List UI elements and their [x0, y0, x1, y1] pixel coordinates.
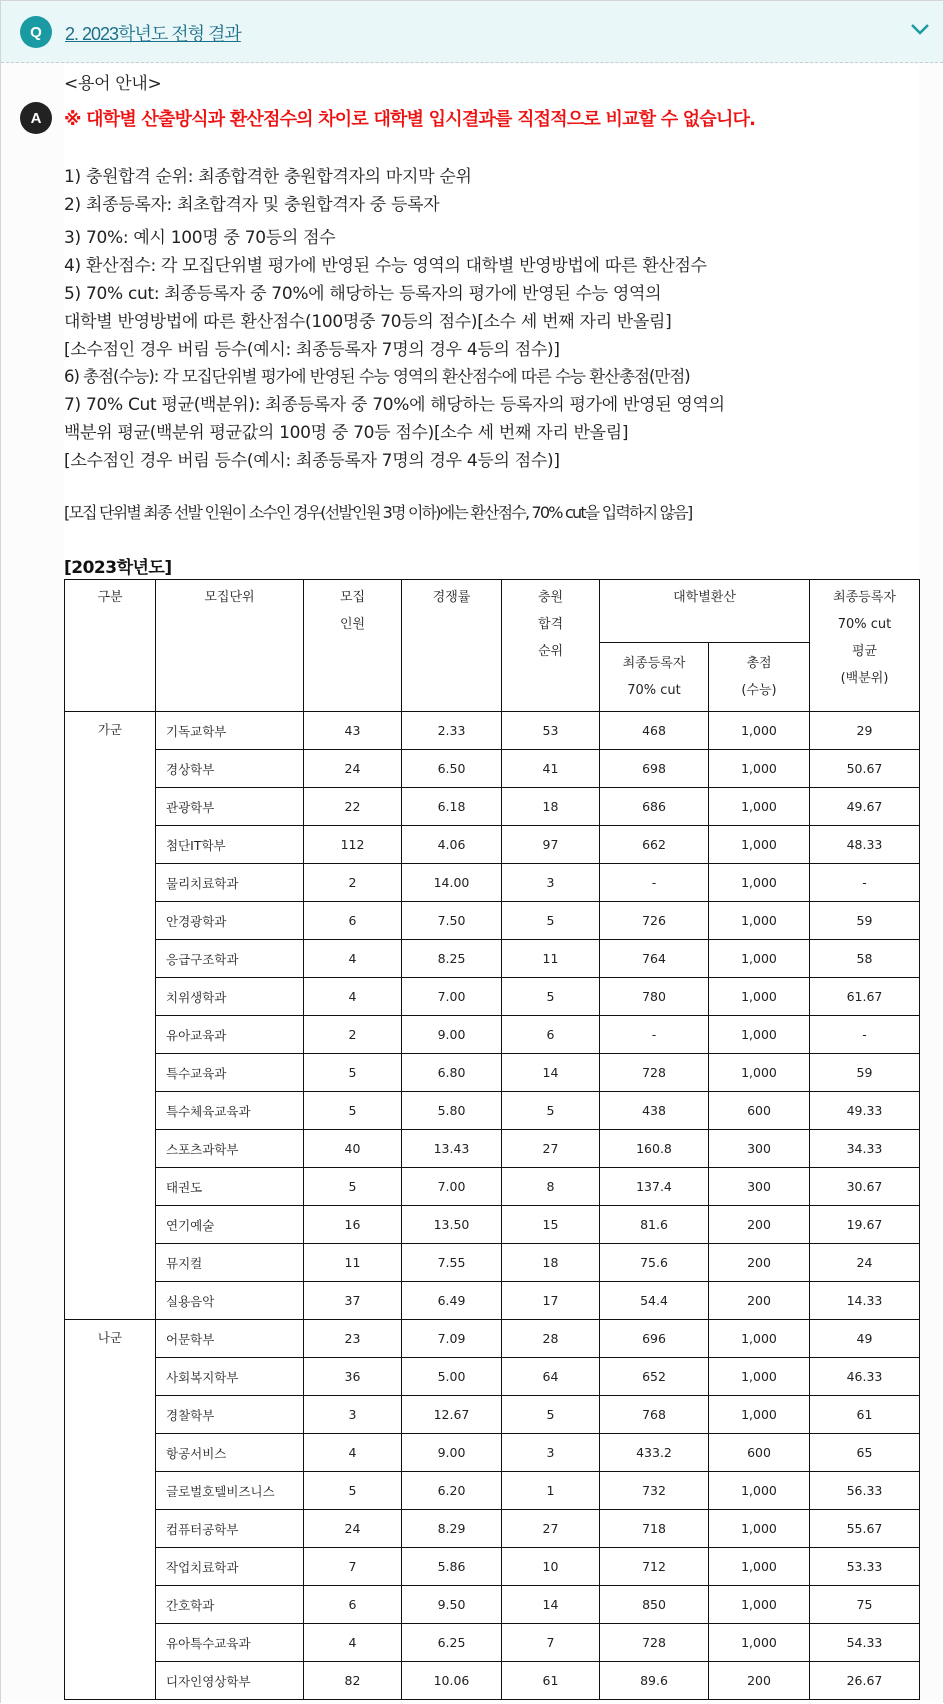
cell-quota: 43 — [304, 712, 402, 750]
cell-rank: 5 — [502, 902, 600, 940]
cell-rank: 1 — [502, 1472, 600, 1510]
cell-ratio: 8.25 — [402, 940, 502, 978]
cell-rank: 8 — [502, 1168, 600, 1206]
cell-total: 1,000 — [709, 978, 810, 1016]
cell-ratio: 5.80 — [402, 1092, 502, 1130]
cell-quota: 2 — [304, 864, 402, 902]
unit-name: 간호학과 — [156, 1586, 304, 1624]
table-row — [65, 1548, 920, 1586]
cell-pct: 61.67 — [810, 978, 920, 1016]
definition-4: 4) 환산점수: 각 모집단위별 평가에 반영된 수능 영역의 대학별 반영방법에 따른 환산점수 — [64, 256, 707, 276]
header-cut: 최종등록자 70% cut — [600, 643, 709, 712]
cell-pct: 19.67 — [810, 1206, 920, 1244]
cell-rank: 5 — [502, 978, 600, 1016]
table-row — [65, 1130, 920, 1168]
year-title: [2023학년도] — [64, 558, 172, 578]
cell-pct: 14.33 — [810, 1282, 920, 1320]
unit-name: 연기예술 — [156, 1206, 304, 1244]
unit-name: 치위생학과 — [156, 978, 304, 1016]
unit-name: 실용음악 — [156, 1282, 304, 1320]
cell-pct: 59 — [810, 902, 920, 940]
cell-ratio: 5.86 — [402, 1548, 502, 1586]
cell-ratio: 13.50 — [402, 1206, 502, 1244]
definition-6: 6) 총점(수능): 각 모집단위별 평가에 반영된 수능 영역의 환산점수에 따른 수능 환산총점(만점) — [64, 367, 690, 386]
table-row — [65, 750, 920, 788]
definition-5-note: [소수점인 경우 버림 등수(예시: 최종등록자 7명의 경우 4등의 점수)] — [64, 340, 560, 360]
cell-cut: 75.6 — [600, 1244, 709, 1282]
cell-cut: 686 — [600, 788, 709, 826]
cell-cut: 850 — [600, 1586, 709, 1624]
cell-quota: 16 — [304, 1206, 402, 1244]
table-row — [65, 1282, 920, 1320]
cell-total: 1,000 — [709, 1016, 810, 1054]
group-label: 가군 — [65, 712, 156, 1320]
table-row — [65, 940, 920, 978]
cell-rank: 5 — [502, 1092, 600, 1130]
cell-quota: 40 — [304, 1130, 402, 1168]
cell-ratio: 4.06 — [402, 826, 502, 864]
cell-rank: 18 — [502, 1244, 600, 1282]
cell-total: 300 — [709, 1168, 810, 1206]
cell-pct: 55.67 — [810, 1510, 920, 1548]
cell-rank: 14 — [502, 1586, 600, 1624]
cell-total: 1,000 — [709, 1358, 810, 1396]
cell-total: 1,000 — [709, 940, 810, 978]
cell-ratio: 6.80 — [402, 1054, 502, 1092]
unit-name: 경찰학부 — [156, 1396, 304, 1434]
unit-name: 사회복지학부 — [156, 1358, 304, 1396]
unit-name: 물리치료학과 — [156, 864, 304, 902]
unit-name: 기독교학부 — [156, 712, 304, 750]
cell-ratio: 13.43 — [402, 1130, 502, 1168]
cell-ratio: 7.09 — [402, 1320, 502, 1358]
unit-name: 특수체육교육과 — [156, 1092, 304, 1130]
cell-pct: 49.33 — [810, 1092, 920, 1130]
cell-pct: 48.33 — [810, 826, 920, 864]
cell-total: 300 — [709, 1130, 810, 1168]
cell-quota: 37 — [304, 1282, 402, 1320]
cell-quota: 112 — [304, 826, 402, 864]
header-converted: 대학별환산 — [600, 580, 810, 643]
unit-name: 뮤지컬 — [156, 1244, 304, 1282]
cell-ratio: 12.67 — [402, 1396, 502, 1434]
cell-quota: 24 — [304, 1510, 402, 1548]
cell-pct: 54.33 — [810, 1624, 920, 1662]
cell-rank: 27 — [502, 1130, 600, 1168]
cell-quota: 5 — [304, 1092, 402, 1130]
cell-cut: 718 — [600, 1510, 709, 1548]
cell-ratio: 9.00 — [402, 1016, 502, 1054]
cell-cut: 54.4 — [600, 1282, 709, 1320]
cell-pct: 59 — [810, 1054, 920, 1092]
unit-name: 유아교육과 — [156, 1016, 304, 1054]
question-title-link[interactable]: 2. 2023학년도 전형 결과 — [65, 24, 241, 44]
cell-ratio: 6.49 — [402, 1282, 502, 1320]
definition-1: 1) 충원합격 순위: 최종합격한 충원합격자의 마지막 순위 — [64, 167, 472, 187]
table-row — [65, 1358, 920, 1396]
cell-quota: 11 — [304, 1244, 402, 1282]
cell-total: 600 — [709, 1434, 810, 1472]
cell-quota: 4 — [304, 1434, 402, 1472]
cell-cut: 726 — [600, 902, 709, 940]
table-row — [65, 1624, 920, 1662]
table-row — [65, 1510, 920, 1548]
cell-ratio: 6.18 — [402, 788, 502, 826]
cell-total: 1,000 — [709, 750, 810, 788]
table-row — [65, 1662, 920, 1700]
cell-rank: 61 — [502, 1662, 600, 1700]
cell-rank: 10 — [502, 1548, 600, 1586]
cell-cut: - — [600, 1016, 709, 1054]
unit-name: 글로벌호텔비즈니스 — [156, 1472, 304, 1510]
cell-total: 1,000 — [709, 1548, 810, 1586]
cell-cut: 137.4 — [600, 1168, 709, 1206]
cell-total: 1,000 — [709, 1624, 810, 1662]
cell-quota: 23 — [304, 1320, 402, 1358]
group-label: 나군 — [65, 1320, 156, 1700]
header-rank: 충원 합격 순위 — [502, 580, 600, 712]
cell-quota: 4 — [304, 940, 402, 978]
cell-total: 200 — [709, 1662, 810, 1700]
table-row — [65, 712, 920, 750]
question-bar[interactable] — [1, 1, 943, 63]
cell-quota: 5 — [304, 1472, 402, 1510]
cell-pct: 24 — [810, 1244, 920, 1282]
cell-cut: 160.8 — [600, 1130, 709, 1168]
cell-rank: 5 — [502, 1396, 600, 1434]
unit-name: 응급구조학과 — [156, 940, 304, 978]
cell-rank: 3 — [502, 1434, 600, 1472]
cell-pct: - — [810, 864, 920, 902]
cell-total: 1,000 — [709, 1586, 810, 1624]
unit-name: 항공서비스 — [156, 1434, 304, 1472]
cell-cut: 732 — [600, 1472, 709, 1510]
cell-total: 1,000 — [709, 712, 810, 750]
cell-cut: 712 — [600, 1548, 709, 1586]
cell-cut: 89.6 — [600, 1662, 709, 1700]
cell-quota: 7 — [304, 1548, 402, 1586]
cell-pct: 65 — [810, 1434, 920, 1472]
cell-total: 1,000 — [709, 1510, 810, 1548]
cell-total: 1,000 — [709, 1054, 810, 1092]
input-note: [모집 단위별 최종 선발 인원이 소수인 경우(선발인원 3명 이하)에는 환산점수, 70% cut을 입력하지 않음] — [64, 503, 692, 522]
cell-rank: 53 — [502, 712, 600, 750]
cell-ratio: 9.00 — [402, 1434, 502, 1472]
cell-total: 1,000 — [709, 1472, 810, 1510]
cell-pct: - — [810, 1016, 920, 1054]
cell-ratio: 7.55 — [402, 1244, 502, 1282]
cell-pct: 26.67 — [810, 1662, 920, 1700]
cell-quota: 4 — [304, 978, 402, 1016]
cell-ratio: 6.25 — [402, 1624, 502, 1662]
cell-cut: 768 — [600, 1396, 709, 1434]
cell-total: 1,000 — [709, 1320, 810, 1358]
cell-pct: 61 — [810, 1396, 920, 1434]
cell-quota: 4 — [304, 1624, 402, 1662]
table-row — [65, 1320, 920, 1358]
cell-cut: 652 — [600, 1358, 709, 1396]
table-row — [65, 1434, 920, 1472]
cell-rank: 27 — [502, 1510, 600, 1548]
cell-cut: 780 — [600, 978, 709, 1016]
unit-name: 작업치료학과 — [156, 1548, 304, 1586]
warning-text: ※ 대학별 산출방식과 환산점수의 차이로 대학별 입시결과를 직접적으로 비교할 수 없습니다. — [64, 109, 756, 130]
header-total: 총점 (수능) — [709, 643, 810, 712]
table-row — [65, 1168, 920, 1206]
cell-quota: 3 — [304, 1396, 402, 1434]
cell-rank: 64 — [502, 1358, 600, 1396]
cell-rank: 3 — [502, 864, 600, 902]
cell-ratio: 2.33 — [402, 712, 502, 750]
header-group: 구분 — [65, 580, 156, 712]
definition-2: 2) 최종등록자: 최초합격자 및 충원합격자 중 등록자 — [64, 195, 440, 215]
cell-rank: 14 — [502, 1054, 600, 1092]
table-row — [65, 978, 920, 1016]
cell-cut: 728 — [600, 1054, 709, 1092]
cell-pct: 56.33 — [810, 1472, 920, 1510]
cell-pct: 58 — [810, 940, 920, 978]
cell-total: 200 — [709, 1244, 810, 1282]
cell-total: 600 — [709, 1092, 810, 1130]
cell-quota: 6 — [304, 1586, 402, 1624]
table-row — [65, 1396, 920, 1434]
cell-pct: 53.33 — [810, 1548, 920, 1586]
definition-5-cont: 대학별 반영방법에 따른 환산점수(100명중 70등의 점수)[소수 세 번째 자리 반올림] — [64, 312, 672, 332]
cell-ratio: 10.06 — [402, 1662, 502, 1700]
cell-total: 1,000 — [709, 788, 810, 826]
cell-cut: 728 — [600, 1624, 709, 1662]
cell-pct: 29 — [810, 712, 920, 750]
cell-total: 1,000 — [709, 1396, 810, 1434]
cell-pct: 49 — [810, 1320, 920, 1358]
definition-5: 5) 70% cut: 최종등록자 중 70%에 해당하는 등록자의 평가에 반영된 수능 영역의 — [64, 284, 662, 304]
cell-total: 1,000 — [709, 826, 810, 864]
cell-ratio: 8.29 — [402, 1510, 502, 1548]
cell-quota: 36 — [304, 1358, 402, 1396]
chevron-down-icon[interactable] — [909, 21, 931, 37]
cell-ratio: 7.00 — [402, 978, 502, 1016]
table-row — [65, 1092, 920, 1130]
cell-cut: 662 — [600, 826, 709, 864]
cell-rank: 18 — [502, 788, 600, 826]
unit-name: 유아특수교육과 — [156, 1624, 304, 1662]
cell-ratio: 14.00 — [402, 864, 502, 902]
cell-cut: 764 — [600, 940, 709, 978]
header-unit: 모집단위 — [156, 580, 304, 712]
table-row — [65, 826, 920, 864]
unit-name: 디자인영상학부 — [156, 1662, 304, 1700]
cell-total: 1,000 — [709, 864, 810, 902]
cell-pct: 34.33 — [810, 1130, 920, 1168]
table-row — [65, 1054, 920, 1092]
cell-pct: 49.67 — [810, 788, 920, 826]
table-row — [65, 902, 920, 940]
table-row — [65, 1244, 920, 1282]
table-row — [65, 1016, 920, 1054]
answer-badge: A — [20, 102, 52, 134]
cell-cut: 438 — [600, 1092, 709, 1130]
unit-name: 어문학부 — [156, 1320, 304, 1358]
cell-rank: 15 — [502, 1206, 600, 1244]
cell-pct: 50.67 — [810, 750, 920, 788]
table-row — [65, 788, 920, 826]
header-percentile: 최종등록자 70% cut 평균 (백분위) — [810, 580, 920, 712]
definition-7-note: [소수점인 경우 버림 등수(예시: 최종등록자 7명의 경우 4등의 점수)] — [64, 451, 560, 471]
cell-pct: 46.33 — [810, 1358, 920, 1396]
cell-ratio: 5.00 — [402, 1358, 502, 1396]
unit-name: 스포츠과학부 — [156, 1130, 304, 1168]
cell-quota: 5 — [304, 1054, 402, 1092]
cell-cut: - — [600, 864, 709, 902]
cell-rank: 17 — [502, 1282, 600, 1320]
cell-rank: 28 — [502, 1320, 600, 1358]
cell-quota: 6 — [304, 902, 402, 940]
cell-pct: 30.67 — [810, 1168, 920, 1206]
cell-total: 1,000 — [709, 902, 810, 940]
cell-cut: 81.6 — [600, 1206, 709, 1244]
cell-total: 200 — [709, 1206, 810, 1244]
unit-name: 컴퓨터공학부 — [156, 1510, 304, 1548]
table-row — [65, 1586, 920, 1624]
question-badge: Q — [20, 16, 52, 48]
cell-quota: 24 — [304, 750, 402, 788]
cell-ratio: 7.50 — [402, 902, 502, 940]
unit-name: 특수교육과 — [156, 1054, 304, 1092]
cell-cut: 696 — [600, 1320, 709, 1358]
cell-cut: 698 — [600, 750, 709, 788]
cell-rank: 97 — [502, 826, 600, 864]
cell-ratio: 9.50 — [402, 1586, 502, 1624]
cell-pct: 75 — [810, 1586, 920, 1624]
unit-name: 안경광학과 — [156, 902, 304, 940]
table-row — [65, 1472, 920, 1510]
cell-rank: 7 — [502, 1624, 600, 1662]
definition-7-cont: 백분위 평균(백분위 평균값의 100명 중 70등 점수)[소수 세 번째 자리 반올림] — [64, 423, 629, 443]
definition-3: 3) 70%: 예시 100명 중 70등의 점수 — [64, 228, 336, 248]
cell-rank: 41 — [502, 750, 600, 788]
header-quota: 모집 인원 — [304, 580, 402, 712]
cell-quota: 5 — [304, 1168, 402, 1206]
definition-7: 7) 70% Cut 평균(백분위): 최종등록자 중 70%에 해당하는 등록자의 평가에 반영된 영역의 — [64, 395, 725, 415]
results-table — [64, 579, 920, 1700]
table-row — [65, 1206, 920, 1244]
unit-name: 태권도 — [156, 1168, 304, 1206]
cell-rank: 11 — [502, 940, 600, 978]
unit-name: 경상학부 — [156, 750, 304, 788]
cell-quota: 82 — [304, 1662, 402, 1700]
cell-cut: 468 — [600, 712, 709, 750]
terms-heading: <용어 안내> — [64, 74, 162, 94]
cell-rank: 6 — [502, 1016, 600, 1054]
cell-ratio: 6.20 — [402, 1472, 502, 1510]
cell-quota: 2 — [304, 1016, 402, 1054]
cell-total: 200 — [709, 1282, 810, 1320]
unit-name: 관광학부 — [156, 788, 304, 826]
cell-quota: 22 — [304, 788, 402, 826]
cell-ratio: 6.50 — [402, 750, 502, 788]
header-ratio: 경쟁률 — [402, 580, 502, 712]
unit-name: 첨단IT학부 — [156, 826, 304, 864]
cell-ratio: 7.00 — [402, 1168, 502, 1206]
table-row — [65, 864, 920, 902]
cell-cut: 433.2 — [600, 1434, 709, 1472]
